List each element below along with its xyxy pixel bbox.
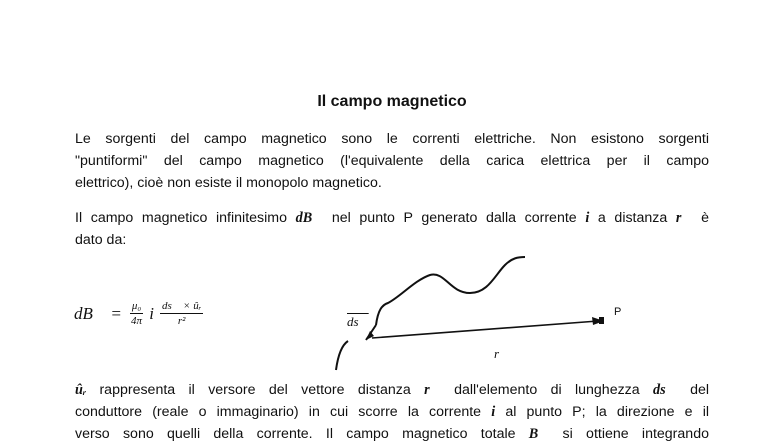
paragraph-versor — [75, 379, 709, 445]
symbol-r-2: r⃗ — [424, 382, 441, 398]
fraction-mu-denominator: 4π — [131, 315, 143, 327]
para2-line1 — [75, 207, 709, 229]
fraction-cross-numerator: ds⃗ × ûᵣ — [161, 300, 202, 312]
paragraph-sources — [75, 128, 709, 194]
distance-vector-arrow — [372, 321, 598, 338]
para1-line3: elettrico), cioè non esiste il monopolo magnetico. — [75, 175, 382, 191]
para3-text2: dall'elemento di lunghezza — [454, 382, 640, 398]
symbol-ds: ds⃗ — [653, 382, 677, 398]
conductor-diagram — [320, 245, 620, 375]
symbol-dB: dB⃗ — [295, 210, 324, 226]
fraction-cross — [160, 300, 203, 327]
para2-text2: nel punto P generato dalla corrente — [331, 210, 577, 226]
para1-line2: "puntiformi" del campo magnetico (l'equivalente della carica elettrica per il campo — [75, 153, 709, 169]
label-ds: ds⃗ — [347, 314, 369, 329]
para3-text5: al punto P; la direzione e il — [505, 404, 709, 420]
fraction-mu-numerator: μ₀ — [131, 300, 142, 312]
para2-text4: è — [701, 210, 710, 226]
label-point-p: P — [614, 306, 622, 318]
label-r: r⃗ — [494, 346, 510, 361]
symbol-i: i — [585, 210, 590, 226]
formula-i: i — [149, 303, 154, 323]
point-p-marker — [599, 317, 604, 324]
para3-text1: rappresenta il versore del vettore distanza — [99, 382, 411, 398]
biot-savart-formula — [74, 300, 207, 327]
para3-line2 — [75, 401, 709, 423]
para2-line2: dato da: — [75, 232, 127, 248]
para3-line3 — [75, 423, 709, 445]
para3-text6: verso sono quelli della corrente. Il campo magnetico totale — [75, 426, 516, 442]
para3-text7: si ottiene integrando — [562, 426, 709, 442]
para1-line1: Le sorgenti del campo magnetico sono le correnti elettriche. Non esistono sorgenti — [75, 131, 709, 147]
para2-text1: Il campo magnetico infinitesimo — [75, 210, 287, 226]
formula-lhs: dB⃗ = — [74, 303, 122, 323]
fraction-mu — [130, 300, 143, 327]
para3-text3: del — [690, 382, 710, 398]
symbol-i-2: i — [491, 404, 496, 420]
para3-text4: conduttore (reale o immaginario) in cui scorre la corrente — [75, 404, 482, 420]
para3-line1 — [75, 379, 709, 401]
symbol-r: r⃗ — [675, 210, 693, 226]
para2-text3: a distanza — [597, 210, 668, 226]
symbol-u: ûᵣ — [75, 382, 87, 398]
page-title: Il campo magnetico — [317, 93, 467, 110]
fraction-cross-denominator: r² — [177, 315, 186, 327]
symbol-B: B⃗ — [528, 426, 550, 442]
